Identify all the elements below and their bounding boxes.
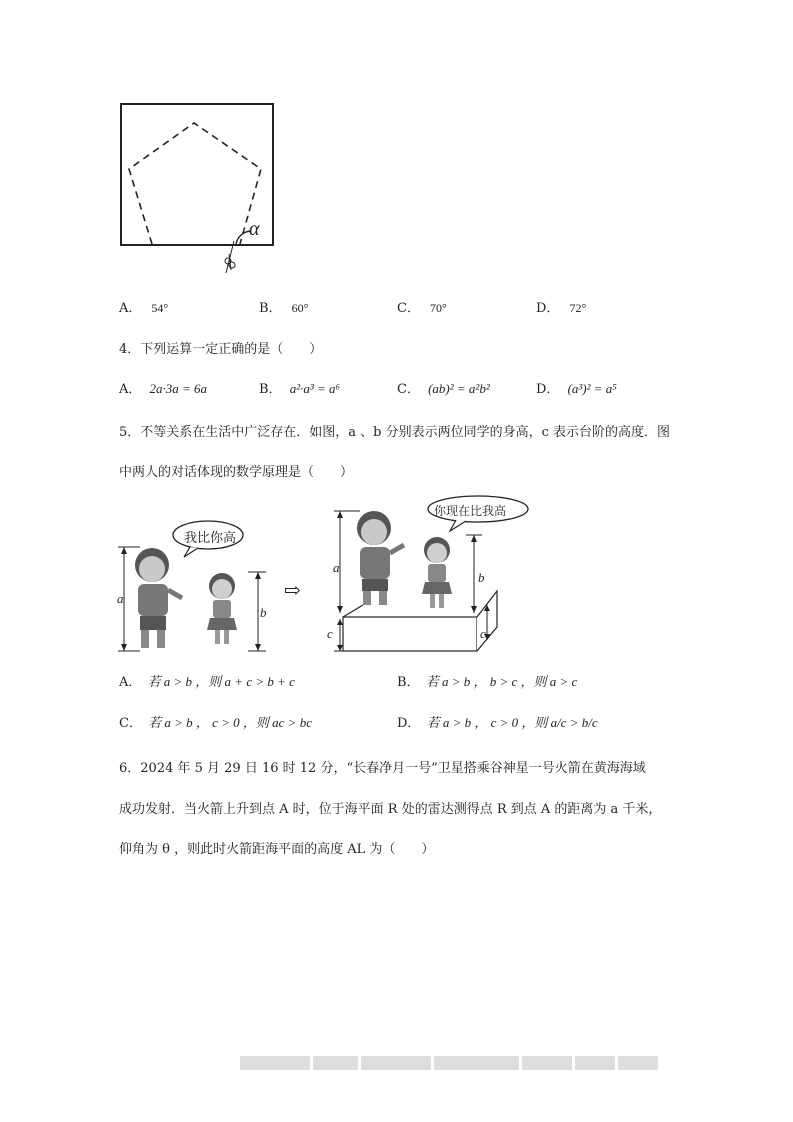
q3-option-d[interactable]: D． 72°: [536, 301, 587, 316]
q3-option-c[interactable]: C． 70°: [397, 301, 447, 316]
step-box: [343, 617, 477, 651]
q3-option-c-value: 70°: [429, 301, 447, 315]
q5-stem-line1: 5．不等关系在生活中广泛存在．如图，a 、b 分别表示两位同学的身高，c 表示台阶的高度．图: [119, 425, 671, 440]
label-a-left: a: [117, 591, 124, 606]
dashed-pentagon: [129, 123, 261, 244]
boy-right-illustration: [357, 511, 404, 605]
label-b-left: b: [260, 605, 267, 620]
q5-stem-line2: 中两人的对话体现的数学原理是（ ）: [119, 465, 354, 480]
label-b-right: b: [478, 570, 485, 585]
boy-left-illustration: [135, 548, 182, 648]
q4-option-d[interactable]: D． (a³)² = a⁵: [536, 381, 617, 397]
q4-option-b[interactable]: B． a²·a³ = a⁶: [259, 381, 341, 397]
q4-option-d-expr: (a³)² = a⁵: [567, 381, 617, 396]
q3-option-a[interactable]: A． 54°: [119, 301, 169, 316]
q5-option-b[interactable]: B． 若 a > b ， b > c ，则 a > c: [397, 674, 578, 690]
girl-right-illustration: [422, 537, 452, 608]
q5-figure: [110, 495, 540, 660]
label-c-left: c: [327, 626, 333, 641]
label-c-right: c: [480, 626, 486, 641]
q3-option-a-value: 54°: [151, 301, 169, 315]
girl-left-illustration: [207, 573, 237, 644]
pentagon-figure: [110, 95, 310, 280]
angle-alpha-label: α: [249, 218, 260, 240]
q6-line3: 仰角为 θ ，则此时火箭距海平面的高度 AL 为（ ）: [119, 842, 435, 857]
bubble-left-text: 我比你高: [184, 531, 237, 546]
q5-option-b-expr: 若 a > b ， b > c ，则 a > c: [425, 674, 578, 689]
q3-option-d-value: 72°: [569, 301, 587, 315]
label-a-right: a: [333, 560, 340, 575]
q3-option-b-value: 60°: [291, 301, 309, 315]
q6-line2: 成功发射．当火箭上升到点 A 时，位于海平面 R 处的雷达测得点 R 到点 A 的距离为 a 千米，: [119, 802, 662, 817]
q4-stem: 4．下列运算一定正确的是（ ）: [119, 342, 323, 357]
arrow-right-icon: ⇨: [284, 578, 301, 602]
q4-option-b-expr: a²·a³ = a⁶: [289, 381, 341, 396]
bubble-right-text: 你现在比我高: [434, 504, 507, 518]
q5-option-d-expr: 若 a > b ， c > 0 ，则 a/c > b/c: [426, 715, 598, 730]
footer-watermark: [240, 1056, 661, 1074]
q3-option-b[interactable]: B． 60°: [259, 301, 309, 316]
q5-option-d[interactable]: D． 若 a > b ， c > 0 ，则 a/c > b/c: [397, 715, 598, 731]
q4-option-a[interactable]: A． 2a·3a = 6a: [119, 381, 208, 397]
q6-line1: 6．2024 年 5 月 29 日 16 时 12 分，“长春净月一号”卫星搭乘谷神星一号火箭在黄海海域: [119, 761, 646, 776]
q5-option-c[interactable]: C． 若 a > b ， c > 0 ，则 ac > bc: [119, 715, 312, 731]
q5-option-a-expr: 若 a > b ，则 a + c > b + c: [147, 674, 295, 689]
q4-option-c-expr: (ab)² = a²b²: [428, 381, 490, 396]
q4-option-a-expr: 2a·3a = 6a: [149, 381, 208, 396]
q4-option-c[interactable]: C． (ab)² = a²b²: [397, 381, 490, 397]
q5-option-c-expr: 若 a > b ， c > 0 ，则 ac > bc: [148, 715, 312, 730]
q5-option-a[interactable]: A． 若 a > b ，则 a + c > b + c: [119, 674, 295, 690]
